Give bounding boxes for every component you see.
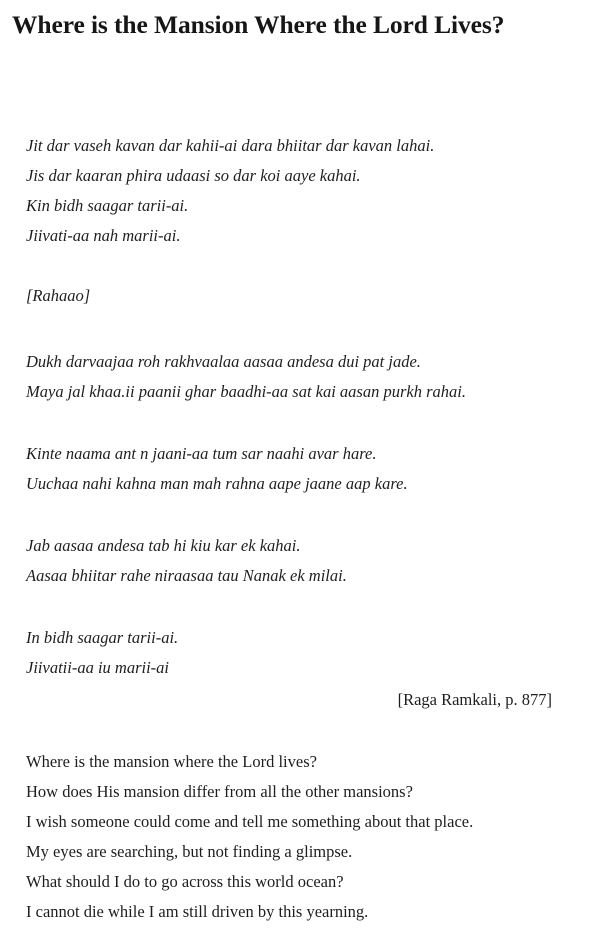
translation-line: I cannot die while I am still driven by this yearning. bbox=[26, 902, 369, 921]
verse-line: Aasaa bhiitar rahe niraasaa tau Nanak ek milai. bbox=[26, 566, 347, 585]
translation-line: Where is the mansion where the Lord lives? bbox=[26, 752, 317, 771]
verse-line: Jit dar vaseh kavan dar kahii-ai dara bhiitar dar kavan lahai. bbox=[26, 136, 435, 155]
verse-line: In bidh saagar tarii-ai. bbox=[26, 628, 179, 647]
translation-line: How does His mansion differ from all the other mansions? bbox=[26, 782, 413, 801]
translation-line: I wish someone could come and tell me something about that place. bbox=[26, 812, 474, 831]
verse-line: Maya jal khaa.ii paanii ghar baadhi-aa sat kai aasan purkh rahai. bbox=[26, 382, 466, 401]
refrain-marker: [Rahaao] bbox=[26, 286, 91, 305]
translation-line: My eyes are searching, but not finding a glimpse. bbox=[26, 842, 353, 861]
verse-line: Jiivati-aa nah marii-ai. bbox=[26, 226, 181, 245]
citation: [Raga Ramkali, p. 877] bbox=[397, 690, 552, 709]
verse-line: Uuchaa nahi kahna man mah rahna aape jaane aap kare. bbox=[26, 474, 408, 493]
verse-line: Jiivatii-aa iu marii-ai bbox=[26, 658, 169, 677]
verse-line: Jab aasaa andesa tab hi kiu kar ek kahai. bbox=[26, 536, 301, 555]
verse-line: Kinte naama ant n jaani-aa tum sar naahi avar hare. bbox=[26, 444, 377, 463]
page-title: Where is the Mansion Where the Lord Lives? bbox=[12, 10, 505, 39]
translation-line: What should I do to go across this world ocean? bbox=[26, 872, 344, 891]
verse-line: Dukh darvaajaa roh rakhvaalaa aasaa andesa dui pat jade. bbox=[26, 352, 421, 371]
verse-line: Kin bidh saagar tarii-ai. bbox=[26, 196, 189, 215]
verse-line: Jis dar kaaran phira udaasi so dar koi aaye kahai. bbox=[26, 166, 361, 185]
